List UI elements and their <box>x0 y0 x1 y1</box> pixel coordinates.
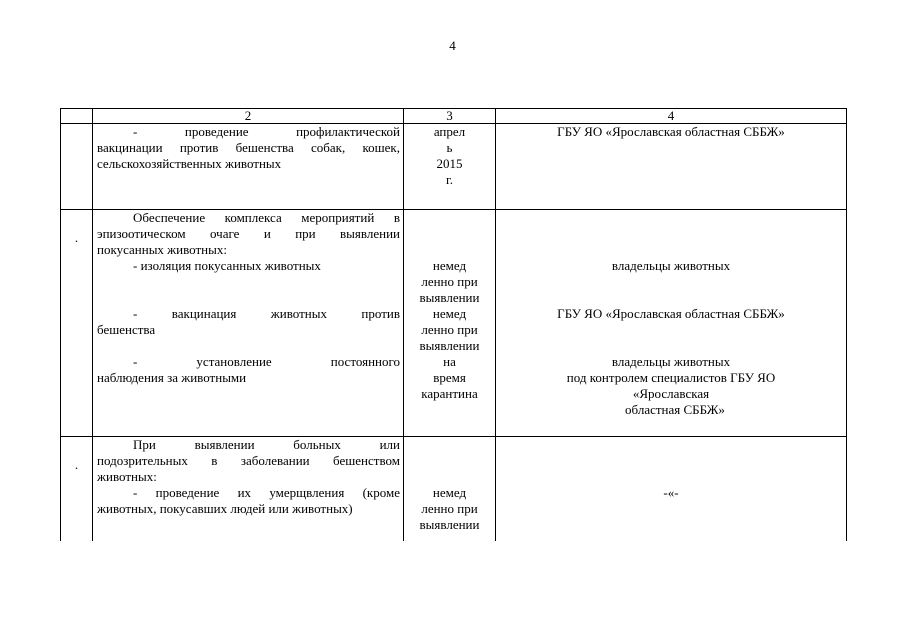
measure-description <box>93 437 404 541</box>
text-line: - вакцинация животных против <box>133 306 400 321</box>
text-line: ГБУ ЯО «Ярославская областная СББЖ» <box>557 306 785 321</box>
text-line: выявлении <box>419 517 480 532</box>
measure-description <box>93 210 404 437</box>
text-line: вакцинации против бешенства собак, кошек, <box>97 140 400 155</box>
text-line: ленно при <box>421 501 478 516</box>
text-line: карантина <box>421 386 478 401</box>
text-line: ленно при <box>421 322 478 337</box>
text-line: под контролем специалистов ГБУ ЯО <box>566 370 776 385</box>
text-line: ленно при <box>421 274 478 289</box>
row-number: . <box>61 210 93 437</box>
text-line: сельскохозяйственных животных <box>97 156 282 171</box>
measure-description <box>93 124 404 210</box>
text-line: «Ярославская <box>632 386 710 401</box>
page-number: 4 <box>449 38 456 53</box>
text-line: При выявлении больных или <box>133 437 400 452</box>
text-line: Обеспечение комплекса мероприятий в <box>133 210 400 225</box>
text-line: г. <box>445 172 454 187</box>
table-row <box>61 124 847 210</box>
text-line: немед <box>432 485 467 500</box>
header-cell-1 <box>61 109 93 124</box>
row-number: . <box>61 437 93 541</box>
text-line: животных: <box>97 469 157 484</box>
text-line: - установление постоянного <box>133 354 400 369</box>
responsible-cell <box>496 124 847 210</box>
text-line: на <box>443 354 456 369</box>
header-cell-2: 2 <box>93 109 404 124</box>
text-line: наблюдения за животными <box>97 370 247 385</box>
table-row <box>61 437 847 541</box>
text-line: областная СББЖ» <box>625 402 725 417</box>
text-line: выявлении <box>419 290 480 305</box>
row-number <box>61 124 93 210</box>
text-line: выявлении <box>419 338 480 353</box>
text-line: бешенства <box>97 322 156 337</box>
text-line: апрел <box>433 124 466 139</box>
text-line: - проведение профилактической <box>133 124 400 139</box>
deadline-cell <box>404 437 496 541</box>
text-line: ГБУ ЯО «Ярославская областная СББЖ» <box>557 124 785 139</box>
responsible-cell <box>496 437 847 541</box>
deadline-cell <box>404 210 496 437</box>
table-row <box>61 210 847 437</box>
text-line: - изоляция покусанных животных <box>133 258 321 273</box>
text-line: ь <box>446 140 453 155</box>
text-line: 2015 <box>436 156 463 171</box>
header-cell-3: 3 <box>404 109 496 124</box>
text-line: подозрительных в заболевании бешенством <box>97 453 400 468</box>
deadline-cell <box>404 124 496 210</box>
text-line: владельцы животных <box>611 258 731 273</box>
text-line: немед <box>432 306 467 321</box>
text-line: время <box>433 370 466 385</box>
text-line: немед <box>432 258 467 273</box>
text-line: владельцы животных <box>611 354 731 369</box>
text-line: эпизоотическом очаге и при выявлении <box>97 226 400 241</box>
text-line: покусанных животных: <box>97 242 227 257</box>
text-line: -«- <box>663 485 679 500</box>
table-header-row <box>61 109 847 124</box>
measures-table <box>60 108 847 541</box>
header-cell-4: 4 <box>496 109 847 124</box>
text-line: - проведение их умерщвления (кроме <box>133 485 400 500</box>
responsible-cell <box>496 210 847 437</box>
text-line: животных, покусавших людей или животных) <box>97 501 353 516</box>
